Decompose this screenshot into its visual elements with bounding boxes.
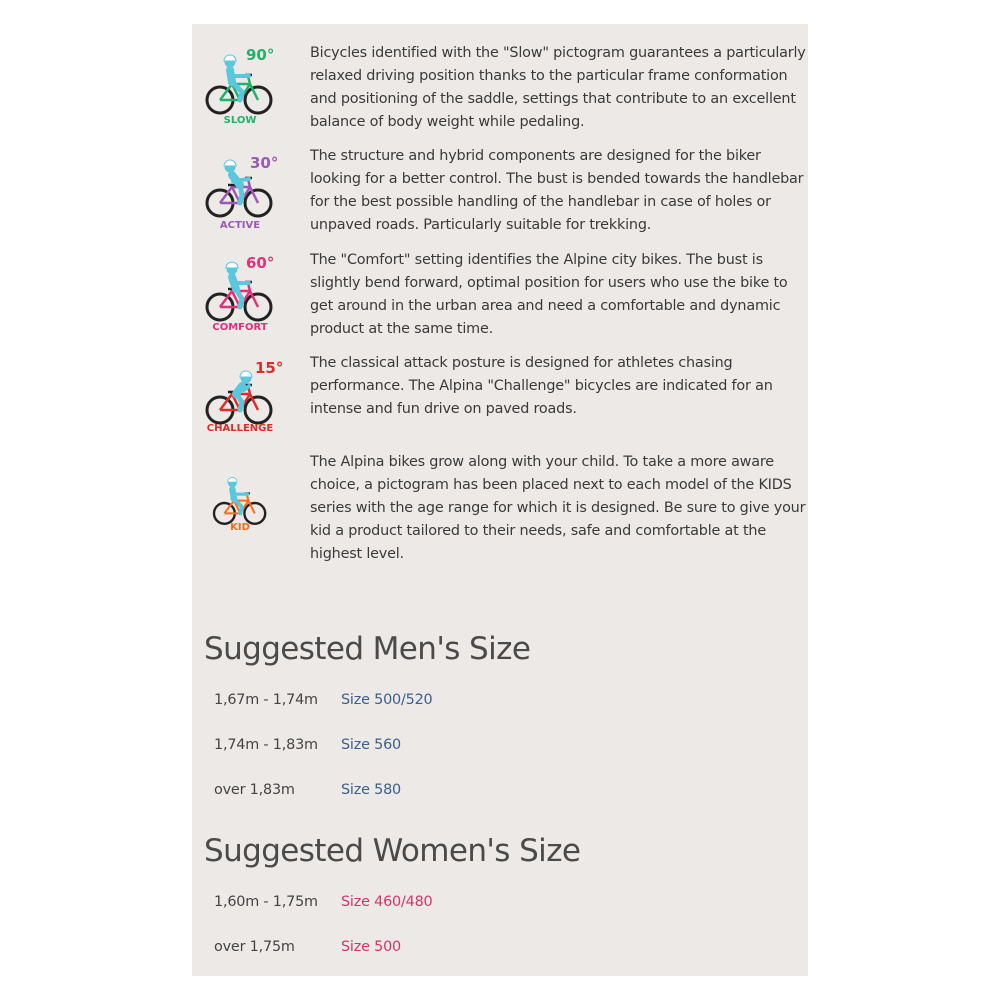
riding-style-label: CHALLENGE <box>206 423 274 434</box>
frame-size: Size 580 <box>341 782 401 798</box>
riding-style-description: The structure and hybrid components are designed for the biker looking for a better control. The bust is bended towards the handlebar for the best possible handling of the handlebar in case of holes or unpaved roads. Particularly suitable for trekking. <box>310 148 804 233</box>
height-range: over 1,83m <box>214 782 295 798</box>
frame-size: Size 500 <box>341 939 401 955</box>
posture-angle: 30° <box>250 154 279 172</box>
size-row <box>214 692 774 716</box>
frame-size: Size 460/480 <box>341 894 433 910</box>
bicycle-wheel <box>244 503 265 524</box>
rider-leg <box>240 185 242 203</box>
riding-style-description: The Alpina bikes grow along with your child. To take a more aware choice, a pictogram has been placed next to each model of the KIDS series with the age range for which it is designed. Be sure to give your kid a product tailored to their needs, safe and comfortable at the highest level. <box>310 454 806 562</box>
rider-helmet <box>228 477 238 482</box>
size-row <box>214 737 774 761</box>
bicycle-rider-active-icon <box>202 145 282 245</box>
rider-helmet <box>224 55 236 61</box>
womens-size-title: Suggested Women's Size <box>204 833 581 869</box>
height-range: over 1,75m <box>214 939 295 955</box>
bike-size-guide-panel <box>192 24 808 976</box>
frame-size: Size 500/520 <box>341 692 433 708</box>
frame-size: Size 560 <box>341 737 401 753</box>
bicycle-pictogram-drawing <box>202 451 282 531</box>
bicycle-rider-comfort-icon <box>202 249 282 349</box>
riding-style-label: COMFORT <box>212 322 268 333</box>
riding-style-label: ACTIVE <box>219 220 261 231</box>
rider-helmet <box>240 371 252 377</box>
riding-style-description: Bicycles identified with the "Slow" pictogram guarantees a particularly relaxed driving position thanks to the particular frame conformation and positioning of the saddle, settings that contribute to an excellent balance of body weight while pedaling. <box>310 45 806 130</box>
rider-helmet <box>226 262 238 268</box>
riding-style-label: SLOW <box>223 115 257 126</box>
riding-style-description: The classical attack posture is designed for athletes chasing performance. The Alpina "Challenge" bicycles are indicated for an intense and fun drive on paved roads. <box>310 355 773 417</box>
riding-style-description: The "Comfort" setting identifies the Alpine city bikes. The bust is slightly bend forward, optimal position for users who use the bike to get around in the urban area and need a comfortable and dynamic product at the same time. <box>310 252 788 337</box>
size-row <box>214 894 774 918</box>
rider-helmet <box>224 160 236 166</box>
riding-style-label: KID <box>230 522 250 533</box>
size-row <box>214 939 774 963</box>
size-row <box>214 782 774 806</box>
bicycle-rider-challenge-icon <box>202 352 282 452</box>
bicycle-rider-upright-icon <box>202 42 282 142</box>
height-range: 1,74m - 1,83m <box>214 737 318 753</box>
mens-size-title: Suggested Men's Size <box>204 631 531 667</box>
rider-arm <box>233 179 249 181</box>
bicycle-rider-kid-icon <box>202 451 282 551</box>
height-range: 1,67m - 1,74m <box>214 692 318 708</box>
posture-angle: 60° <box>246 254 275 272</box>
posture-angle: 90° <box>246 46 275 64</box>
height-range: 1,60m - 1,75m <box>214 894 318 910</box>
posture-angle: 15° <box>255 359 284 377</box>
